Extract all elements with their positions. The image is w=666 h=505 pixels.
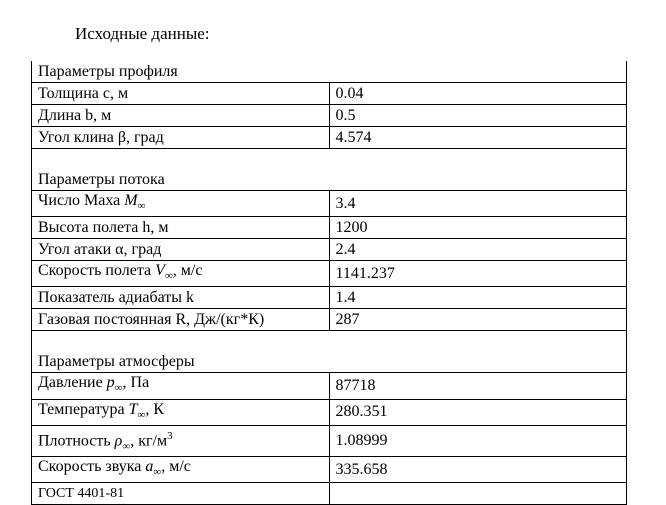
row-value: 0.5 bbox=[329, 105, 627, 127]
row-value: 1.4 bbox=[329, 287, 627, 309]
label-text: Плотность bbox=[38, 432, 115, 450]
table-row bbox=[32, 127, 627, 149]
label-text: Скорость звука bbox=[38, 458, 146, 476]
note-label: ГОСТ 4401-81 bbox=[32, 483, 330, 505]
table-row bbox=[32, 217, 627, 239]
section-header-flow bbox=[32, 169, 627, 191]
row-value: 3.4 bbox=[329, 191, 627, 217]
note-value bbox=[329, 483, 627, 505]
symbol-variable: T bbox=[128, 400, 138, 418]
row-label: Газовая постоянная R, Дж/(кг*К) bbox=[32, 309, 330, 331]
table-row bbox=[32, 261, 627, 287]
symbol-subscript: ∞ bbox=[137, 200, 146, 213]
row-value: 1200 bbox=[329, 217, 627, 239]
section-spacer bbox=[32, 331, 627, 352]
row-value: 2.4 bbox=[329, 239, 627, 261]
section-title-profile: Параметры профиля bbox=[32, 61, 627, 83]
symbol-variable: V bbox=[155, 262, 165, 280]
symbol-subscript: ∞ bbox=[153, 466, 162, 479]
row-label: Длина b, м bbox=[32, 105, 330, 127]
symbol-variable: a bbox=[145, 458, 154, 476]
symbol-variable: ρ bbox=[114, 432, 123, 450]
row-label: Толщина c, м bbox=[32, 83, 330, 105]
symbol-subscript: ∞ bbox=[114, 382, 123, 395]
row-value: 0.04 bbox=[329, 83, 627, 105]
table-row bbox=[32, 457, 627, 483]
row-label bbox=[32, 399, 330, 425]
parameters-table bbox=[31, 61, 627, 505]
symbol-variable: M bbox=[124, 192, 138, 209]
row-label: Показатель адиабаты k bbox=[32, 287, 330, 309]
table-row bbox=[32, 105, 627, 127]
row-value: 87718 bbox=[329, 373, 627, 399]
label-unit: , К bbox=[145, 400, 165, 418]
label-text: Скорость полета bbox=[38, 262, 156, 280]
label-unit: , кг/м bbox=[130, 432, 168, 450]
section-header-atmosphere bbox=[32, 351, 627, 373]
row-label bbox=[32, 191, 330, 217]
section-spacer bbox=[32, 149, 627, 170]
table-row bbox=[32, 425, 627, 457]
row-value: 1.08999 bbox=[329, 425, 627, 457]
label-unit: , м/с bbox=[161, 458, 191, 476]
row-value: 4.574 bbox=[329, 127, 627, 149]
label-unit: , м/с bbox=[172, 262, 203, 280]
label-unit: , Па bbox=[122, 374, 150, 392]
table-row-note bbox=[32, 483, 627, 505]
symbol-superscript: 3 bbox=[167, 429, 173, 442]
row-value: 287 bbox=[329, 309, 627, 331]
symbol-subscript: ∞ bbox=[164, 270, 173, 283]
spacer-cell bbox=[32, 149, 627, 170]
symbol-variable: p bbox=[106, 374, 115, 392]
row-label bbox=[32, 373, 330, 399]
label-text: Давление bbox=[38, 374, 107, 392]
row-label bbox=[32, 425, 330, 457]
symbol-subscript: ∞ bbox=[137, 408, 146, 421]
table-row bbox=[32, 399, 627, 425]
spacer-cell bbox=[32, 331, 627, 352]
table-row bbox=[32, 287, 627, 309]
row-label: Высота полета h, м bbox=[32, 217, 330, 239]
label-text: Число Маха bbox=[38, 192, 125, 209]
row-value: 280.351 bbox=[329, 399, 627, 425]
section-header-profile bbox=[32, 61, 627, 83]
symbol-subscript: ∞ bbox=[122, 440, 131, 453]
row-label: Угол атаки α, град bbox=[32, 239, 330, 261]
row-label: Угол клина β, град bbox=[32, 127, 330, 149]
table-row bbox=[32, 83, 627, 105]
label-text: Температура bbox=[38, 400, 129, 418]
section-title-atmosphere: Параметры атмосферы bbox=[32, 351, 627, 373]
table-row bbox=[32, 239, 627, 261]
row-value: 1141.237 bbox=[329, 261, 627, 287]
page-heading: Исходные данные: bbox=[75, 24, 210, 43]
table-row bbox=[32, 191, 627, 217]
row-label bbox=[32, 261, 330, 287]
table-row bbox=[32, 309, 627, 331]
row-value: 335.658 bbox=[329, 457, 627, 483]
row-label bbox=[32, 457, 330, 483]
table-row bbox=[32, 373, 627, 399]
section-title-flow: Параметры потока bbox=[32, 169, 627, 191]
